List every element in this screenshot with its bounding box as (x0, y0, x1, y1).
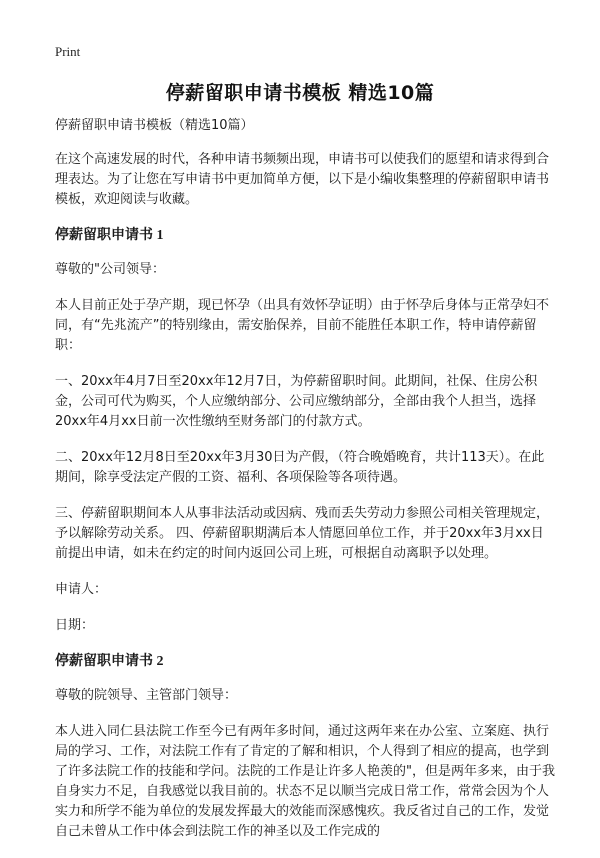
letter-1-paragraph: 一、20xx年4月7日至20xx年12月7日，为停薪留职时间。此期间，社保、住房公积金，公司可代为购买，个人应缴纳部分、公司应缴纳部分，全部由我个人担当，选择20xx年4月xx日前一次性缴纳至财务部门的付款方式。 (55, 374, 538, 429)
letter-1-salutation: 尊敬的"公司领导： (55, 262, 165, 277)
intro-paragraph: 在这个高速发展的时代，各种申请书频频出现，申请书可以使我们的愿望和请求得到合理表达。为了让您在写申请书中更加简单方便，以下是小编收集整理的停薪留职申请书模板，欢迎阅读与收藏。 (55, 152, 550, 207)
letter-2-paragraph: 本人进入同仁县法院工作至今已有两年多时间，通过这两年来在办公室、立案庭、执行局的学习、工作，对法院工作有了肯定的了解和相识，个人得到了相应的提高，也学到了许多法院工作的技能和学问。法院的工作是让许多人艳羡的"，但是两年多来，由于我自身实力不足，自我感觉以我目前的。状态不足以顺当完成日常工作，常常会因为个人实力和所学不能为单位的发展发挥最大的效能而深感愧疚。我反省过自己的工作，发觉自己未曾从工作中体会到法院工作的神圣以及工作完成的 (55, 724, 555, 839)
print-label: Print (55, 44, 81, 59)
letter-1-applicant: 申请人： (55, 582, 108, 597)
letter-1-paragraph: 三、停薪留职期间本人从事非法活动或因病、残而丢失劳动力参照公司相关管理规定，予以解除劳动关系。 四、停薪留职期满后本人情愿回单位工作，并于20xx年3月xx日前提出申请，如未在约定的时间内返回公司上班，可根据自动离职予以处理。 (55, 506, 550, 561)
letter-1-paragraph: 本人目前正处于孕产期，现已怀孕（出具有效怀孕证明）由于怀孕后身体与正常孕妇不同，有“先兆流产”的特别缘由，需安胎保养，目前不能胜任本职工作，特申请停薪留职： (55, 298, 550, 353)
letter-2-heading: 停薪留职申请书 2 (55, 654, 164, 669)
letter-1-heading: 停薪留职申请书 1 (55, 228, 164, 243)
document-body (55, 116, 555, 858)
letter-1-date: 日期： (55, 618, 95, 633)
document-subtitle: 停薪留职申请书模板（精选10篇） (55, 118, 254, 133)
letter-2-salutation: 尊敬的院领导、主管部门领导： (55, 688, 238, 703)
letter-1-paragraph: 二、20xx年12月8日至20xx年3月30日为产假，（符合晚婚晚育，共计113天）。在此期间，除享受法定产假的工资、福利、各项保险等各项待遇。 (55, 450, 545, 485)
document-title: 停薪留职申请书模板 精选10篇 (165, 82, 435, 104)
